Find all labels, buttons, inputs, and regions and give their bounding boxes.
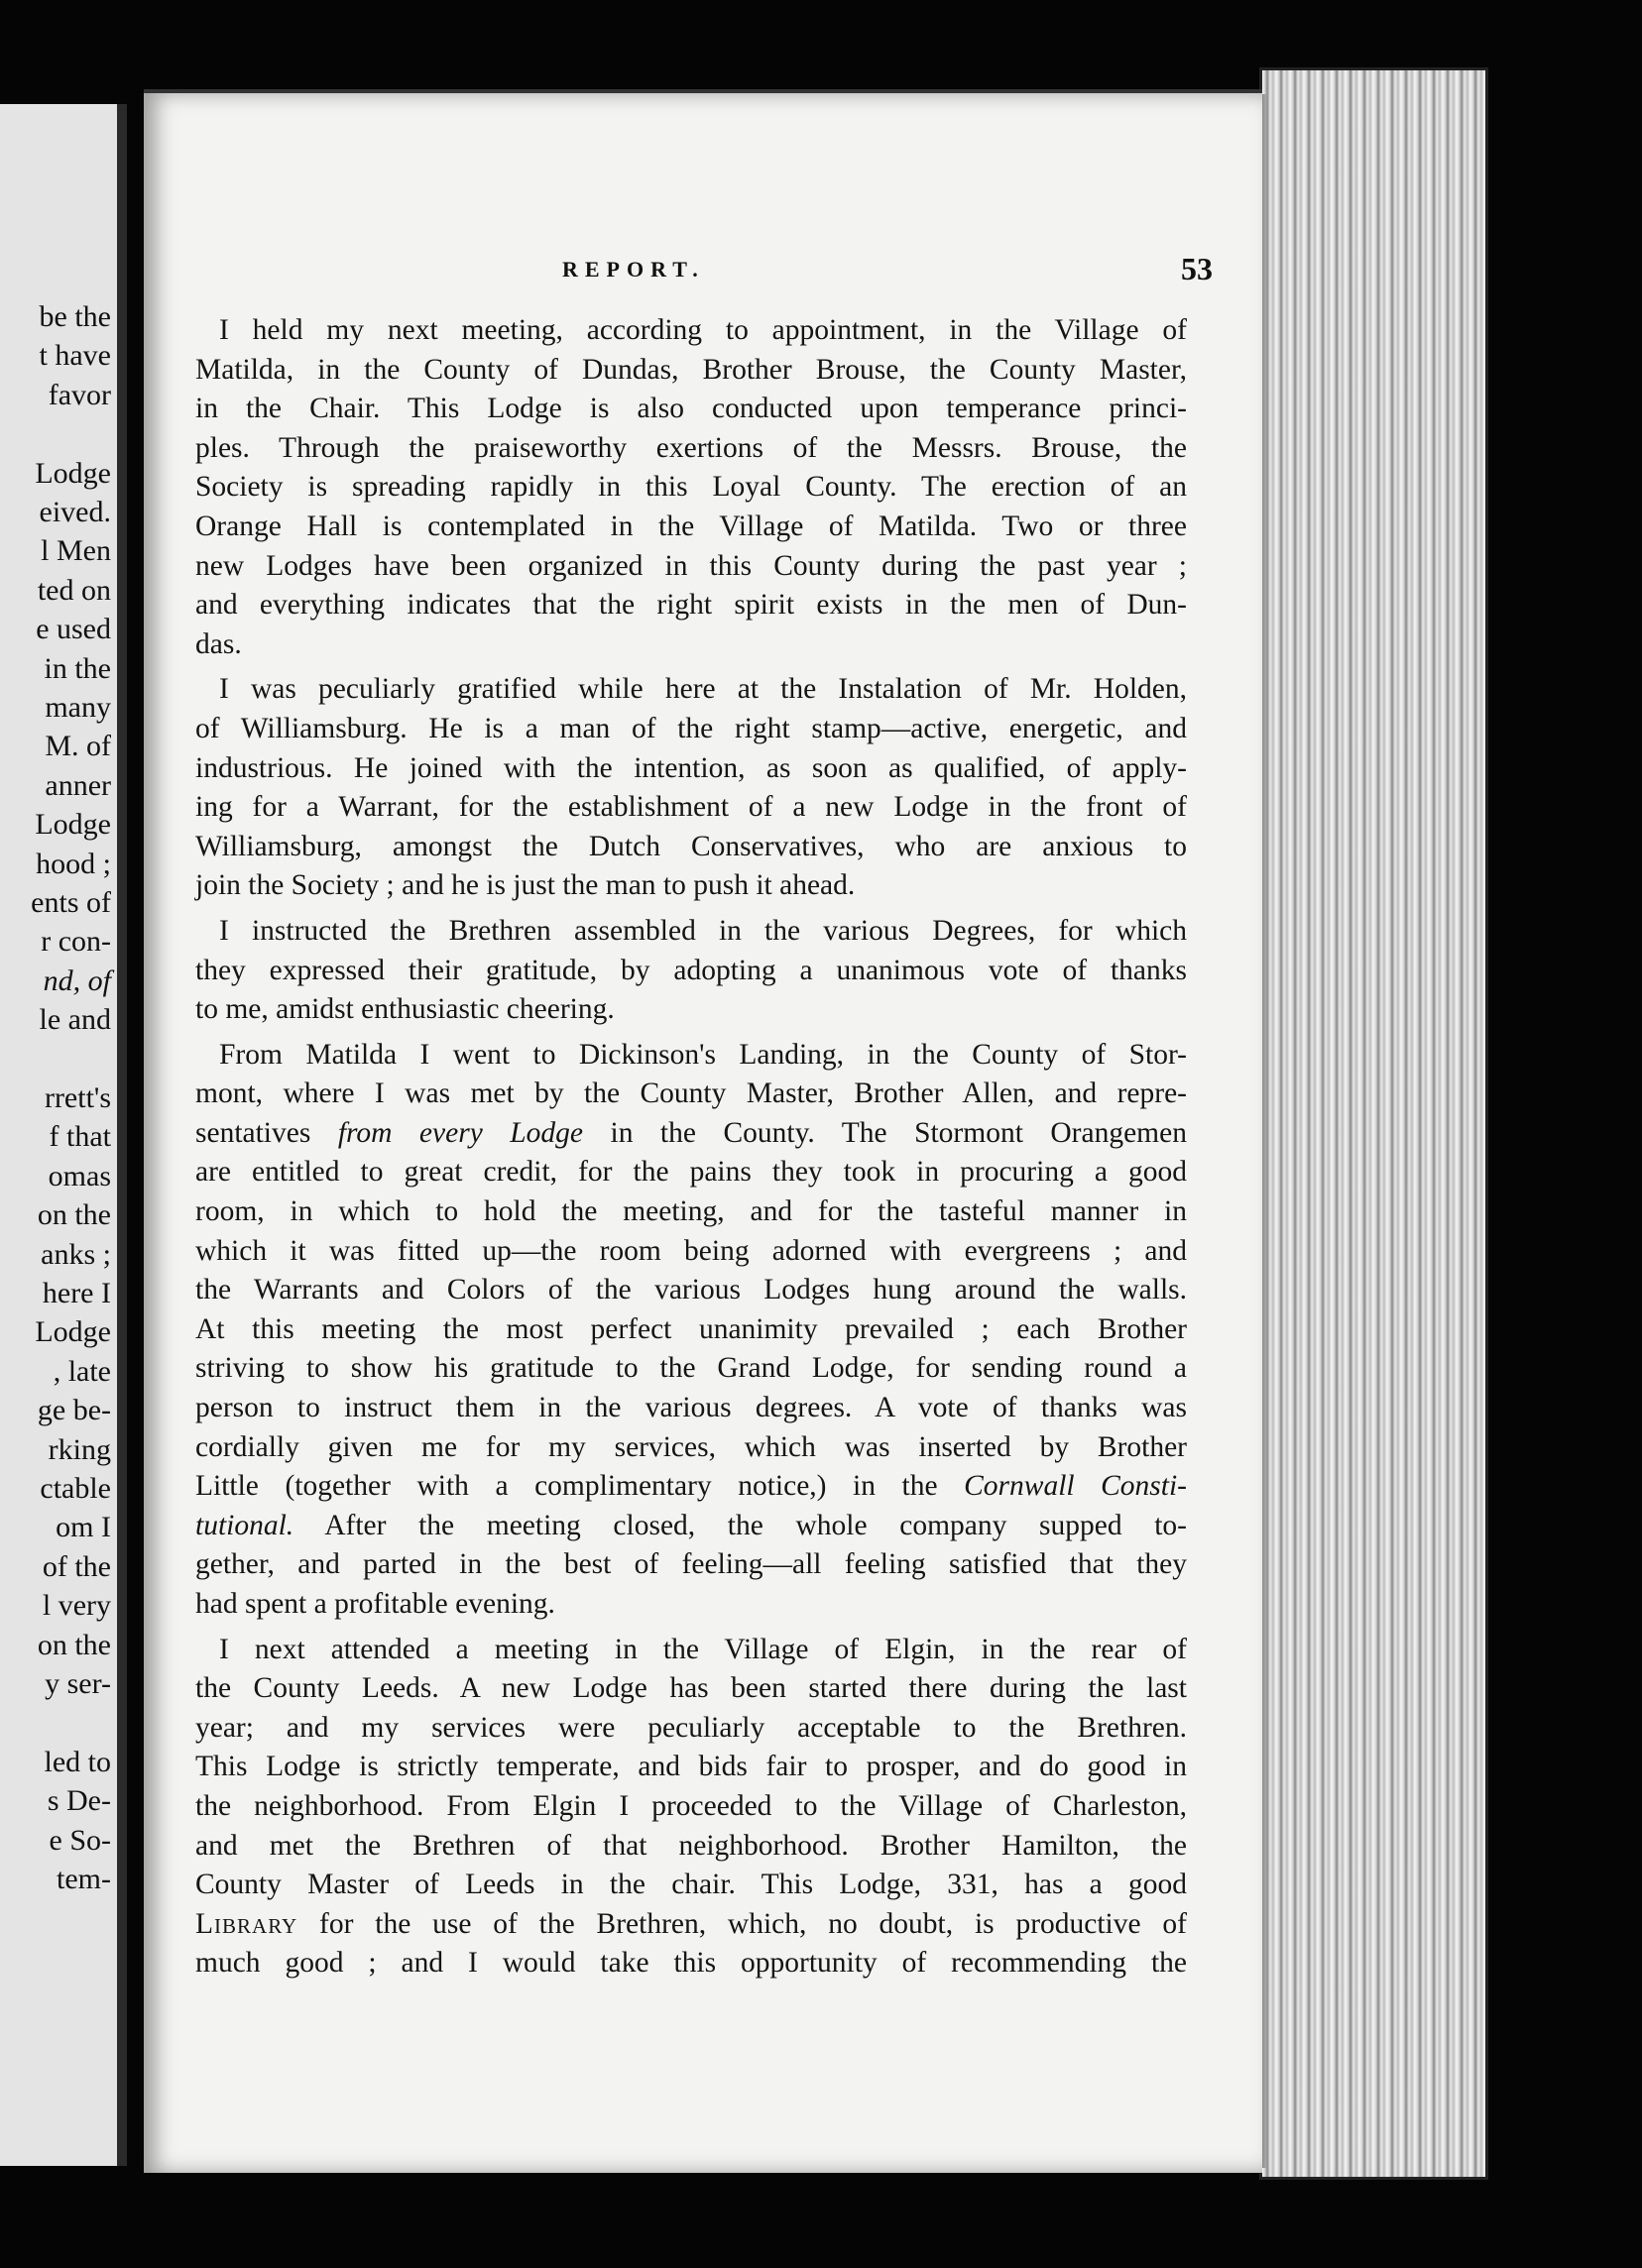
text-line: Williamsburg, amongst the Dutch Conservatives, who are anxious to [195,830,1187,862]
text-line: the County Leeds. A new Lodge has been started there during the last [195,1672,1187,1705]
facing-page-fragment: l very [42,1589,111,1623]
facing-page [0,104,127,2166]
facing-page-fragment: Lodge [35,1315,111,1349]
text-line: they expressed their gratitude, by adopting a unanimous vote of thanks [195,954,1187,986]
running-head: REPORT. [562,257,705,282]
text-line: person to instruct them in the various degrees. A vote of thanks was [195,1392,1187,1424]
facing-page-fragment: on the [37,1198,111,1232]
facing-page-fragment: in the [44,651,111,685]
facing-page-fragment: anner [45,768,111,802]
text-line: I held my next meeting, according to appointment, in the Village of [219,314,1187,346]
text-line: year; and my services were peculiarly acceptable to the Brethren. [195,1711,1187,1744]
facing-page-fragment: rrett's [44,1081,111,1114]
text-line: das. [195,627,242,660]
facing-page-fragment: ge be- [37,1394,111,1427]
facing-page-fragment: t have [39,339,111,373]
facing-page-fragment: e used [36,613,111,646]
text-run: After the meeting closed, the whole company supped to- [293,1509,1187,1541]
facing-page-fragment: ted on [37,573,111,607]
text-line: are entitled to great credit, for the pains they took in procuring a good [195,1156,1187,1189]
text-line: industrious. He joined with the intention, as soon as qualified, of apply- [195,751,1187,784]
facing-page-fragment: f that [49,1120,111,1154]
text-line: mont, where I was met by the County Master, Brother Allen, and repre- [195,1077,1187,1110]
text-line: room, in which to hold the meeting, and for the tasteful manner in [195,1195,1187,1228]
text-line: the Warrants and Colors of the various Lodges hung around the walls. [195,1274,1187,1306]
facing-page-fragment: of the [42,1549,111,1583]
text-line: Matilda, in the County of Dundas, Brother Brouse, the County Master, [195,353,1187,386]
text-line: This Lodge is strictly temperate, and bids fair to prosper, and do good in [195,1751,1187,1783]
facing-page-fragment: omas [48,1159,111,1192]
facing-page-fragment: om I [56,1511,111,1544]
facing-page-fragment: on the [37,1628,111,1661]
book-page [144,89,1262,2173]
facing-page-fragment: r con- [41,925,111,959]
text-line: in the Chair. This Lodge is also conducted upon temperance princi- [195,393,1187,425]
facing-page-fragment: led to [44,1745,111,1778]
text-line: the neighborhood. From Elgin I proceeded to the Village of Charleston, [195,1789,1187,1822]
page-number: 53 [1181,251,1213,286]
text-line: to me, amidst enthusiastic cheering. [195,993,615,1026]
page-edges [1259,67,1488,2180]
facing-page-fragment: Lodge [35,808,111,842]
text-line: which it was fitted up—the room being adorned with evergreens ; and [195,1234,1187,1267]
text-line: Orange Hall is contemplated in the Village of Matilda. Two or three [195,510,1187,542]
text-line: cordially given me for my services, which was inserted by Brother [195,1430,1187,1463]
text-line: ing for a Warrant, for the establishment of a new Lodge in the front of [195,791,1187,824]
text-line: much good ; and I would take this opportunity of recommending the [195,1947,1187,1980]
text-line [195,1114,1187,1154]
facing-page-fragment: here I [42,1277,111,1309]
facing-page-fragment: tem- [57,1863,111,1895]
text-line [195,1467,1187,1507]
text-line: ples. Through the praiseworthy exertions of the Messrs. Brouse, the [195,431,1187,464]
text-line: From Matilda I went to Dickinson's Landing, in the County of Stor- [219,1038,1187,1071]
text-run: Little (together with a complimentary notice,) in the [195,1470,965,1503]
text-line: and met the Brethren of that neighborhood. Brother Hamilton, the [195,1829,1187,1862]
text-line: I instructed the Brethren assembled in the various Degrees, for which [219,914,1187,947]
text-line: join the Society ; and he is just the man to push it ahead. [195,869,856,902]
facing-page-fragment: l Men [41,534,111,568]
text-run: in the County. The Stormont Orangemen [583,1116,1187,1149]
text-line: Society is spreading rapidly in this Loyal County. The erection of an [195,471,1187,504]
facing-page-fragment: be the [39,300,111,333]
facing-page-fragment: y ser- [45,1667,111,1700]
facing-page-fragment: ctable [40,1472,111,1505]
body-text [195,311,1187,1984]
facing-page-fragment: favor [48,378,111,411]
text-line: had spent a profitable evening. [195,1588,555,1620]
text-line: At this meeting the most perfect unanimity prevailed ; each Brother [195,1312,1187,1345]
text-line: new Lodges have been organized in this County during the past year ; [195,549,1187,582]
facing-page-fragment: eived. [39,496,111,528]
text-line: I next attended a meeting in the Village of Elgin, in the rear of [219,1633,1187,1665]
text-line: of Williamsburg. He is a man of the right stamp—active, energetic, and [195,712,1187,744]
facing-page-fragment: M. of [45,730,111,763]
text-line: gether, and parted in the best of feeling—all feeling satisfied that they [195,1548,1187,1581]
text-line: County Master of Leeds in the chair. This Lodge, 331, has a good [195,1869,1187,1901]
facing-page-fragment: rking [48,1432,111,1466]
text-line: I was peculiarly gratified while here at the Instalation of Mr. Holden, [219,673,1187,706]
italic-title: tutional. [195,1509,294,1541]
italic-phrase: from every Lodge [337,1116,584,1149]
facing-page-fragment: hood ; [36,847,111,880]
facing-page-fragment: le and [39,1003,111,1037]
facing-page-fragment: e So- [49,1823,111,1857]
facing-page-fragment: ents of [31,886,111,919]
text-run: sentatives [195,1116,338,1149]
text-line [195,1507,1187,1546]
facing-page-fragment: nd, of [43,964,111,997]
text-line: and everything indicates that the right spirit exists in the men of Dun- [195,589,1187,622]
text-line [195,1905,1187,1945]
facing-page-fragment: anks ; [41,1237,111,1271]
facing-page-fragment: s De- [47,1784,111,1818]
small-caps-word: Library [195,1907,298,1940]
facing-page-fragment: Lodge [35,456,111,490]
facing-page-fragment: , late [53,1354,111,1388]
italic-title: Cornwall Consti- [964,1470,1187,1503]
facing-page-fragment: many [45,691,111,724]
text-run: for the use of the Brethren, which, no doubt, is productive of [297,1907,1187,1940]
page-header [144,251,1262,296]
text-line: striving to show his gratitude to the Grand Lodge, for sending round a [195,1352,1187,1385]
